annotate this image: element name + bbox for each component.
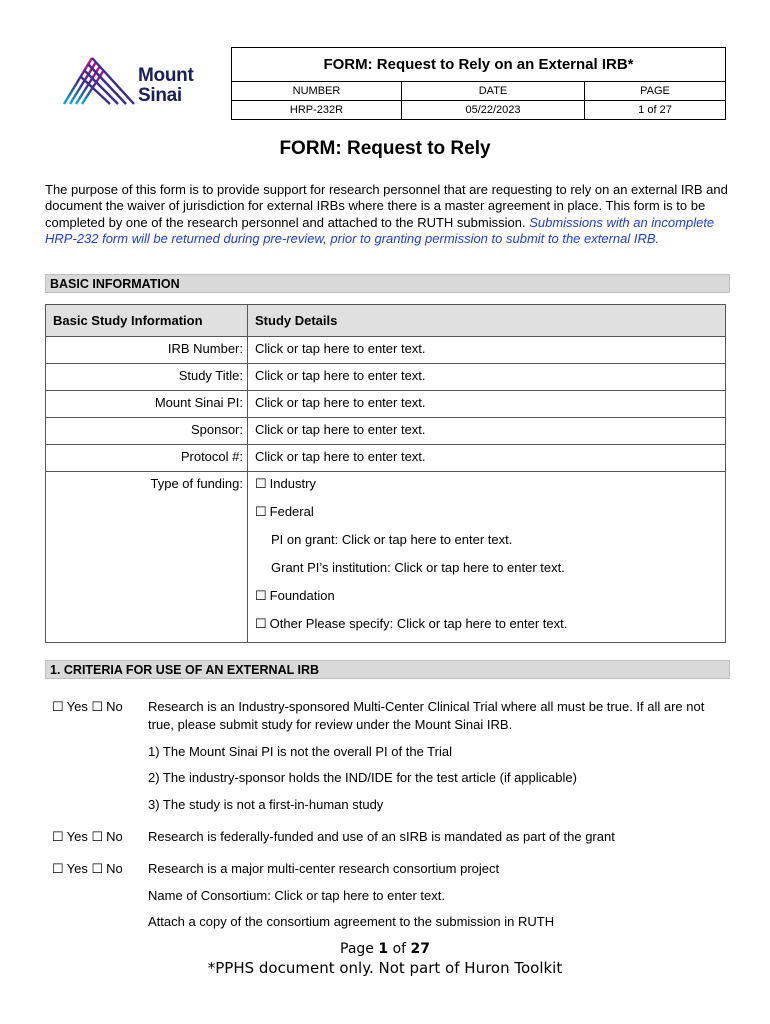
row-label: IRB Number: — [46, 337, 248, 363]
criterion-3-text: Research is a major multi-center research consortium project — [148, 861, 500, 876]
section-basic-information: BASIC INFORMATION — [45, 274, 730, 293]
section-criteria: 1. CRITERIA FOR USE OF AN EXTERNAL IRB — [45, 660, 730, 679]
row-label: Type of funding: — [46, 472, 248, 642]
criterion-1-item: 1) The Mount Sinai PI is not the overall PI of the Trial — [148, 744, 452, 759]
header-number-value: HRP-232R — [232, 101, 402, 119]
criterion-1-text: Research is an Industry-sponsored Multi-Center Clinical Trial where all must be true. If all are not true, please submit study for review under the Mount Sinai IRB. — [148, 699, 705, 732]
criterion-3-yes-no[interactable]: ☐ Yes ☐ No — [52, 861, 123, 876]
page-number: Page 1 of 27 — [340, 941, 430, 957]
header-page-value: 1 of 27 — [638, 104, 672, 116]
header-value-row — [232, 100, 725, 119]
footer-note: *PPHS document only. Not part of Huron Toolkit — [207, 959, 563, 977]
study-title-field[interactable]: Click or tap here to enter text. — [255, 368, 426, 383]
checkbox-icon[interactable]: ☐ — [91, 829, 104, 844]
table-row — [46, 417, 725, 444]
row-label: Study Title: — [46, 364, 248, 390]
intro-paragraph — [45, 182, 730, 247]
protocol-number-field[interactable]: Click or tap here to enter text. — [255, 449, 426, 464]
table-row — [46, 336, 725, 363]
row-label: Protocol #: — [46, 445, 248, 471]
checkbox-icon[interactable]: ☐ — [52, 699, 64, 714]
funding-federal-option[interactable]: ☐ Federal — [255, 504, 314, 519]
header-date-value: 05/22/2023 — [402, 101, 585, 119]
checkbox-icon[interactable]: ☐ — [255, 476, 267, 491]
checkbox-icon[interactable]: ☐ — [91, 699, 104, 714]
criterion-1-yes-no[interactable]: ☐ Yes ☐ No — [52, 699, 123, 714]
mount-sinai-pi-field[interactable]: Click or tap here to enter text. — [255, 395, 426, 410]
row-label: Sponsor: — [46, 418, 248, 444]
criterion-2-text: Research is federally-funded and use of an sIRB is mandated as part of the grant — [148, 829, 615, 844]
row-label: Mount Sinai PI: — [46, 391, 248, 417]
basic-info-table — [45, 304, 726, 643]
table-row — [46, 390, 725, 417]
header-page-label: PAGE — [640, 85, 670, 97]
document-title: FORM: Request to Rely — [279, 138, 491, 159]
sponsor-field[interactable]: Click or tap here to enter text. — [255, 422, 426, 437]
checkbox-icon[interactable]: ☐ — [52, 829, 64, 844]
funding-options — [248, 472, 725, 642]
table-header-row — [46, 305, 725, 336]
checkbox-icon[interactable]: ☐ — [91, 861, 104, 876]
form-header-title: FORM: Request to Rely on an External IRB* — [232, 48, 725, 82]
checkbox-icon[interactable]: ☐ — [255, 588, 267, 603]
header-label-row — [232, 82, 725, 100]
intro-warning: Submissions with an incomplete HRP-232 form will be returned during pre-review, prior to granting permission to submit to the external IRB. — [45, 214, 715, 246]
criterion-1-item: 2) The industry-sponsor holds the IND/IDE for the test article (if applicable) — [148, 770, 577, 785]
criterion-2-yes-no[interactable]: ☐ Yes ☐ No — [52, 829, 123, 844]
header-date-label: DATE — [402, 82, 585, 100]
funding-industry-option[interactable]: ☐ Industry — [255, 476, 316, 491]
table-row — [46, 363, 725, 390]
form-header-table — [231, 47, 726, 120]
col-basic-study-info: Basic Study Information — [46, 305, 248, 336]
consortium-attach-note: Attach a copy of the consortium agreement to the submission in RUTH — [148, 914, 555, 929]
irb-number-field[interactable]: Click or tap here to enter text. — [255, 341, 426, 356]
checkbox-icon[interactable]: ☐ — [52, 861, 64, 876]
checkbox-icon[interactable]: ☐ — [255, 504, 267, 519]
grant-pi-institution-field[interactable]: Grant PI’s institution: Click or tap here to enter text. — [271, 560, 565, 575]
intro-text: The purpose of this form is to provide support for research personnel that are requesting to rely on an external IRB and document the waiver of jurisdiction for external IRBs where there is a master agreement in place. This form is to be completed by one of the research personnel and attached to the RUTH submission. — [45, 182, 728, 230]
col-study-details: Study Details — [255, 313, 338, 328]
consortium-name-field[interactable]: Name of Consortium: Click or tap here to enter text. — [148, 888, 445, 903]
header-number-label: NUMBER — [232, 82, 402, 100]
pi-on-grant-field[interactable]: PI on grant: Click or tap here to enter text. — [271, 532, 513, 547]
checkbox-icon[interactable]: ☐ — [255, 616, 267, 631]
funding-row — [46, 471, 725, 642]
table-row — [46, 444, 725, 471]
funding-foundation-option[interactable]: ☐ Foundation — [255, 588, 335, 603]
logo-wordmark: Mount Sinai — [138, 65, 194, 106]
criterion-1-item: 3) The study is not a first-in-human study — [148, 797, 384, 812]
funding-other-option[interactable]: ☐ Other Please specify: Click or tap here to enter text. — [255, 616, 568, 631]
